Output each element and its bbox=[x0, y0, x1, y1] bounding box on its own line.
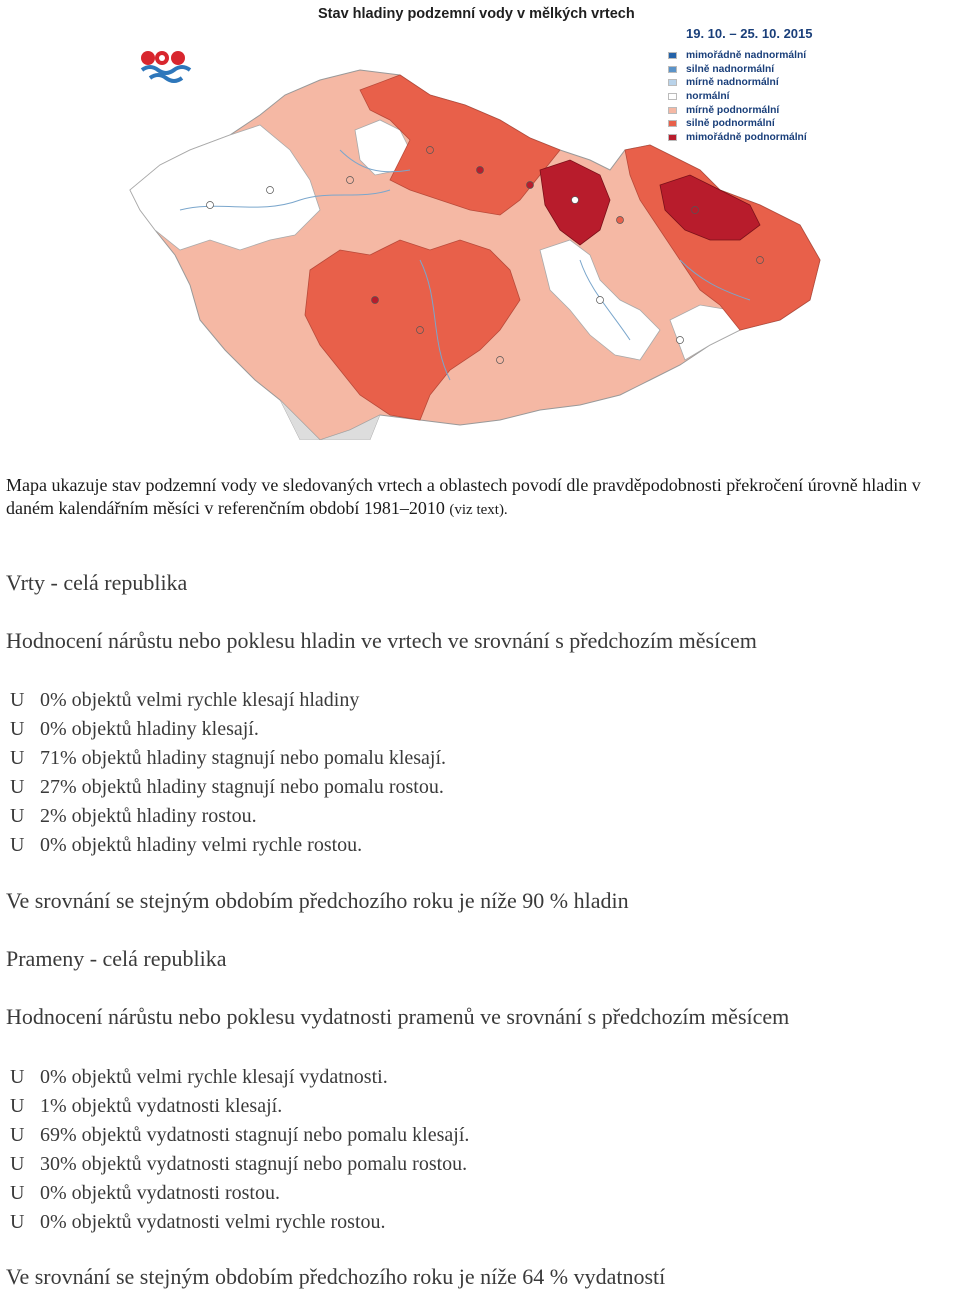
caption-note: (viz text). bbox=[449, 502, 508, 518]
legend-item bbox=[668, 90, 807, 104]
bullet-marker: U bbox=[10, 1095, 25, 1117]
list-item: U 27% objektů hladiny stagnují nebo pomalu rostou. bbox=[10, 773, 446, 802]
list-item: U 0% objektů hladiny velmi rychle rostou. bbox=[10, 831, 446, 860]
list-item: U 1% objektů vydatnosti klesají. bbox=[10, 1092, 469, 1121]
bullet-marker: U bbox=[10, 776, 25, 798]
legend-swatch bbox=[668, 52, 677, 59]
wells-list bbox=[10, 686, 446, 860]
list-item: U 0% objektů hladiny klesají. bbox=[10, 715, 446, 744]
legend-label: silně nadnormální bbox=[686, 63, 775, 75]
list-item: U 69% objektů vydatnosti stagnují nebo pomalu klesají. bbox=[10, 1121, 469, 1150]
legend-swatch bbox=[668, 134, 677, 141]
map-caption bbox=[6, 474, 956, 522]
wells-subheading: Hodnocení nárůstu nebo poklesu hladin ve vrtech ve srovnání s předchozím měsícem bbox=[6, 628, 757, 653]
caption-text: Mapa ukazuje stav podzemní vody ve sledovaných vrtech a oblastech povodí dle pravděpodobnosti překročení úrovně hladin v daném kalendářním měsíci v referenčním období 1981–2010 bbox=[6, 475, 921, 518]
legend-label: silně podnormální bbox=[686, 118, 775, 130]
list-item: U 30% objektů vydatnosti stagnují nebo pomalu rostou. bbox=[10, 1150, 469, 1179]
springs-subheading: Hodnocení nárůstu nebo poklesu vydatnosti pramenů ve srovnání s předchozím měsícem bbox=[6, 1004, 790, 1029]
legend-label: mírně podnormální bbox=[686, 104, 780, 116]
legend-item bbox=[668, 49, 807, 63]
map-date-range: 19. 10. – 25. 10. 2015 bbox=[686, 26, 813, 41]
wells-summary: Ve srovnání se stejným obdobím předchozího roku je níže 90 % hladin bbox=[6, 888, 629, 913]
bullet-marker: U bbox=[10, 1182, 25, 1204]
legend-item bbox=[668, 63, 807, 77]
list-item: U 0% objektů velmi rychle klesají vydatnosti. bbox=[10, 1063, 469, 1092]
legend-label: mimořádně nadnormální bbox=[686, 50, 807, 62]
legend-item bbox=[668, 117, 807, 131]
springs-summary: Ve srovnání se stejným obdobím předchozího roku je níže 64 % vydatností bbox=[6, 1264, 666, 1289]
list-item: U 0% objektů vydatnosti velmi rychle rostou. bbox=[10, 1208, 469, 1237]
bullet-marker: U bbox=[10, 834, 25, 856]
legend-label: normální bbox=[686, 91, 730, 103]
bullet-marker: U bbox=[10, 1211, 25, 1233]
bullet-marker: U bbox=[10, 689, 25, 711]
list-item: U 71% objektů hladiny stagnují nebo pomalu klesají. bbox=[10, 744, 446, 773]
legend-label: mírně nadnormální bbox=[686, 77, 779, 89]
legend-item bbox=[668, 76, 807, 90]
map-legend bbox=[668, 49, 807, 144]
bullet-marker: U bbox=[10, 747, 25, 769]
wells-heading: Vrty - celá republika bbox=[6, 570, 188, 595]
map-title: Stav hladiny podzemní vody v mělkých vrtech bbox=[318, 6, 635, 22]
legend-label: mimořádně podnormální bbox=[686, 131, 807, 143]
legend-swatch bbox=[668, 79, 677, 86]
legend-item bbox=[668, 131, 807, 145]
list-item: U 0% objektů vydatnosti rostou. bbox=[10, 1179, 469, 1208]
list-item: U 0% objektů velmi rychle klesají hladiny bbox=[10, 686, 446, 715]
bullet-marker: U bbox=[10, 1124, 25, 1146]
legend-swatch bbox=[668, 66, 677, 73]
springs-list bbox=[10, 1063, 469, 1237]
legend-swatch bbox=[668, 120, 677, 127]
bullet-marker: U bbox=[10, 718, 25, 740]
groundwater-map-figure bbox=[120, 0, 840, 440]
list-item: U 2% objektů hladiny rostou. bbox=[10, 802, 446, 831]
springs-heading: Prameny - celá republika bbox=[6, 946, 227, 971]
bullet-marker: U bbox=[10, 1153, 25, 1175]
bullet-marker: U bbox=[10, 805, 25, 827]
legend-swatch bbox=[668, 93, 677, 100]
legend-swatch bbox=[668, 107, 677, 114]
bullet-marker: U bbox=[10, 1066, 25, 1088]
chmu-logo bbox=[140, 48, 192, 84]
legend-item bbox=[668, 103, 807, 117]
